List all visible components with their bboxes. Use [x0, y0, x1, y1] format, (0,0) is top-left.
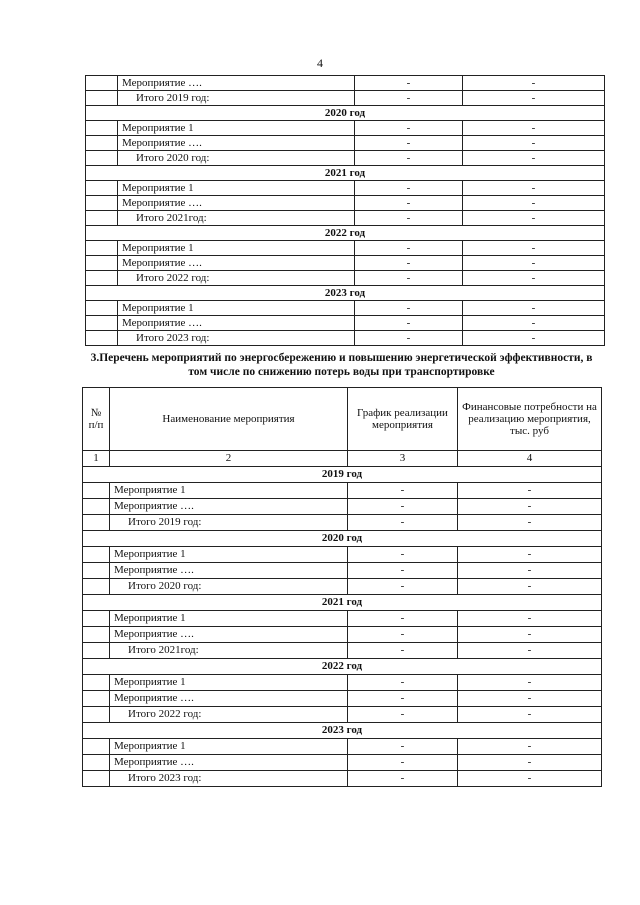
row-number-cell — [83, 611, 110, 627]
schedule-cell: - — [348, 547, 458, 563]
finance-cell: - — [463, 181, 605, 196]
measure-name-cell: Мероприятие 1 — [110, 483, 348, 499]
row-number-cell — [83, 691, 110, 707]
finance-cell: - — [463, 91, 605, 106]
row-number-cell — [86, 181, 118, 196]
schedule-cell: - — [355, 211, 463, 226]
row-number-cell — [86, 301, 118, 316]
total-row — [86, 91, 605, 106]
measure-name-cell: Мероприятие 1 — [118, 241, 355, 256]
measure-name-cell: Итого 2021год: — [118, 211, 355, 226]
page-number: 4 — [317, 56, 323, 70]
schedule-cell: - — [348, 739, 458, 755]
total-row — [86, 271, 605, 286]
row-number-cell — [86, 331, 118, 346]
row-number-cell — [86, 271, 118, 286]
finance-cell: - — [458, 675, 602, 691]
schedule-cell: - — [355, 271, 463, 286]
year-label: 2021 год — [86, 166, 605, 181]
year-row — [83, 723, 602, 739]
finance-cell: - — [458, 499, 602, 515]
year-row — [83, 659, 602, 675]
table-row — [83, 627, 602, 643]
measure-name-cell: Мероприятие …. — [118, 256, 355, 271]
measure-name-cell: Итого 2020 год: — [118, 151, 355, 166]
finance-cell: - — [458, 563, 602, 579]
total-row — [83, 771, 602, 787]
table-header — [83, 388, 602, 467]
finance-cell: - — [463, 331, 605, 346]
measure-name-cell: Итого 2019 год: — [118, 91, 355, 106]
finance-cell: - — [463, 316, 605, 331]
year-label: 2023 год — [83, 723, 602, 739]
schedule-cell: - — [348, 563, 458, 579]
table-row — [83, 611, 602, 627]
section-3-title: 3.Перечень мероприятий по энергосбережению и повышению энергетической эффективности, в том числе по снижению потерь воды при транспортировке — [90, 352, 593, 378]
schedule-cell: - — [355, 91, 463, 106]
measure-name-cell: Мероприятие 1 — [118, 181, 355, 196]
measure-name-cell: Итого 2022 год: — [118, 271, 355, 286]
measure-name-cell: Мероприятие …. — [110, 691, 348, 707]
header-name: Наименование мероприятия — [110, 388, 348, 451]
header-finance: Финансовые потребности на реализацию мероприятия, тыс. руб — [458, 388, 602, 451]
row-number-cell — [83, 499, 110, 515]
row-number-cell — [86, 121, 118, 136]
finance-cell: - — [458, 755, 602, 771]
measure-name-cell: Мероприятие …. — [118, 76, 355, 91]
year-row — [83, 531, 602, 547]
finance-cell: - — [463, 121, 605, 136]
table-continued-body — [86, 76, 605, 346]
row-number-cell — [83, 627, 110, 643]
year-row — [86, 226, 605, 241]
finance-cell: - — [458, 483, 602, 499]
energy-measures-table — [82, 387, 602, 787]
measure-name-cell: Мероприятие 1 — [110, 611, 348, 627]
table-continued — [85, 75, 605, 346]
measure-name-cell: Итого 2020 год: — [110, 579, 348, 595]
row-number-cell — [86, 196, 118, 211]
header-row — [83, 388, 602, 451]
measure-name-cell: Итого 2019 год: — [110, 515, 348, 531]
table-row — [83, 755, 602, 771]
row-number-cell — [83, 771, 110, 787]
finance-cell: - — [463, 211, 605, 226]
table-row — [86, 76, 605, 91]
measure-name-cell: Итого 2021год: — [110, 643, 348, 659]
table-row — [83, 483, 602, 499]
measure-name-cell: Мероприятие …. — [110, 563, 348, 579]
col-number-3: 3 — [348, 451, 458, 467]
finance-cell: - — [458, 643, 602, 659]
measure-name-cell: Мероприятие …. — [110, 755, 348, 771]
header-schedule: График реализации мероприятия — [348, 388, 458, 451]
finance-cell: - — [463, 301, 605, 316]
row-number-cell — [83, 675, 110, 691]
energy-measures-body — [83, 467, 602, 787]
schedule-cell: - — [355, 301, 463, 316]
header-number: № п/п — [83, 388, 110, 451]
schedule-cell: - — [348, 627, 458, 643]
row-number-cell — [83, 707, 110, 723]
finance-cell: - — [458, 579, 602, 595]
finance-cell: - — [463, 151, 605, 166]
year-label: 2019 год — [83, 467, 602, 483]
finance-cell: - — [463, 241, 605, 256]
finance-cell: - — [458, 515, 602, 531]
total-row — [83, 515, 602, 531]
measure-name-cell: Мероприятие 1 — [118, 301, 355, 316]
row-number-cell — [83, 547, 110, 563]
schedule-cell: - — [348, 755, 458, 771]
finance-cell: - — [463, 76, 605, 91]
measure-name-cell: Мероприятие …. — [110, 499, 348, 515]
finance-cell: - — [458, 547, 602, 563]
year-row — [86, 166, 605, 181]
row-number-cell — [86, 256, 118, 271]
schedule-cell: - — [348, 483, 458, 499]
total-row — [83, 643, 602, 659]
table-row — [86, 316, 605, 331]
table-row — [86, 196, 605, 211]
table-row — [83, 547, 602, 563]
row-number-cell — [83, 755, 110, 771]
schedule-cell: - — [348, 611, 458, 627]
finance-cell: - — [458, 771, 602, 787]
finance-cell: - — [463, 136, 605, 151]
schedule-cell: - — [348, 771, 458, 787]
year-row — [83, 595, 602, 611]
year-row — [83, 467, 602, 483]
row-number-cell — [86, 151, 118, 166]
measure-name-cell: Итого 2023 год: — [110, 771, 348, 787]
year-row — [86, 286, 605, 301]
measure-name-cell: Мероприятие …. — [118, 316, 355, 331]
finance-cell: - — [458, 739, 602, 755]
col-number-1: 1 — [83, 451, 110, 467]
finance-cell: - — [458, 707, 602, 723]
column-number-row — [83, 451, 602, 467]
schedule-cell: - — [355, 196, 463, 211]
measure-name-cell: Мероприятие 1 — [110, 739, 348, 755]
year-label: 2023 год — [86, 286, 605, 301]
row-number-cell — [86, 211, 118, 226]
row-number-cell — [86, 241, 118, 256]
col-number-4: 4 — [458, 451, 602, 467]
schedule-cell: - — [348, 499, 458, 515]
schedule-cell: - — [348, 707, 458, 723]
table-row — [86, 121, 605, 136]
schedule-cell: - — [348, 675, 458, 691]
total-row — [83, 579, 602, 595]
total-row — [86, 211, 605, 226]
measure-name-cell: Мероприятие 1 — [118, 121, 355, 136]
row-number-cell — [86, 76, 118, 91]
finance-cell: - — [458, 691, 602, 707]
row-number-cell — [86, 316, 118, 331]
schedule-cell: - — [348, 579, 458, 595]
row-number-cell — [83, 739, 110, 755]
schedule-cell: - — [348, 643, 458, 659]
finance-cell: - — [458, 611, 602, 627]
schedule-cell: - — [355, 151, 463, 166]
table-row — [86, 241, 605, 256]
year-label: 2020 год — [86, 106, 605, 121]
row-number-cell — [83, 563, 110, 579]
table-row — [83, 675, 602, 691]
table-row — [83, 563, 602, 579]
measure-name-cell: Мероприятие 1 — [110, 675, 348, 691]
finance-cell: - — [463, 271, 605, 286]
measure-name-cell: Мероприятие …. — [110, 627, 348, 643]
measure-name-cell: Итого 2022 год: — [110, 707, 348, 723]
year-label: 2021 год — [83, 595, 602, 611]
table-row — [83, 499, 602, 515]
measure-name-cell: Мероприятие …. — [118, 136, 355, 151]
finance-cell: - — [458, 627, 602, 643]
schedule-cell: - — [355, 181, 463, 196]
measure-name-cell: Мероприятие …. — [118, 196, 355, 211]
schedule-cell: - — [355, 136, 463, 151]
schedule-cell: - — [355, 331, 463, 346]
total-row — [86, 151, 605, 166]
year-row — [86, 106, 605, 121]
finance-cell: - — [463, 256, 605, 271]
year-label: 2022 год — [86, 226, 605, 241]
table-row — [86, 301, 605, 316]
schedule-cell: - — [348, 691, 458, 707]
table-row — [86, 256, 605, 271]
table-row — [86, 136, 605, 151]
row-number-cell — [83, 515, 110, 531]
table-row — [83, 739, 602, 755]
total-row — [86, 331, 605, 346]
year-label: 2020 год — [83, 531, 602, 547]
finance-cell: - — [463, 196, 605, 211]
total-row — [83, 707, 602, 723]
schedule-cell: - — [355, 316, 463, 331]
row-number-cell — [83, 579, 110, 595]
row-number-cell — [83, 643, 110, 659]
schedule-cell: - — [355, 121, 463, 136]
schedule-cell: - — [355, 241, 463, 256]
table-row — [83, 691, 602, 707]
year-label: 2022 год — [83, 659, 602, 675]
schedule-cell: - — [348, 515, 458, 531]
table-row — [86, 181, 605, 196]
col-number-2: 2 — [110, 451, 348, 467]
schedule-cell: - — [355, 76, 463, 91]
measure-name-cell: Итого 2023 год: — [118, 331, 355, 346]
row-number-cell — [83, 483, 110, 499]
row-number-cell — [86, 91, 118, 106]
measure-name-cell: Мероприятие 1 — [110, 547, 348, 563]
schedule-cell: - — [355, 256, 463, 271]
row-number-cell — [86, 136, 118, 151]
